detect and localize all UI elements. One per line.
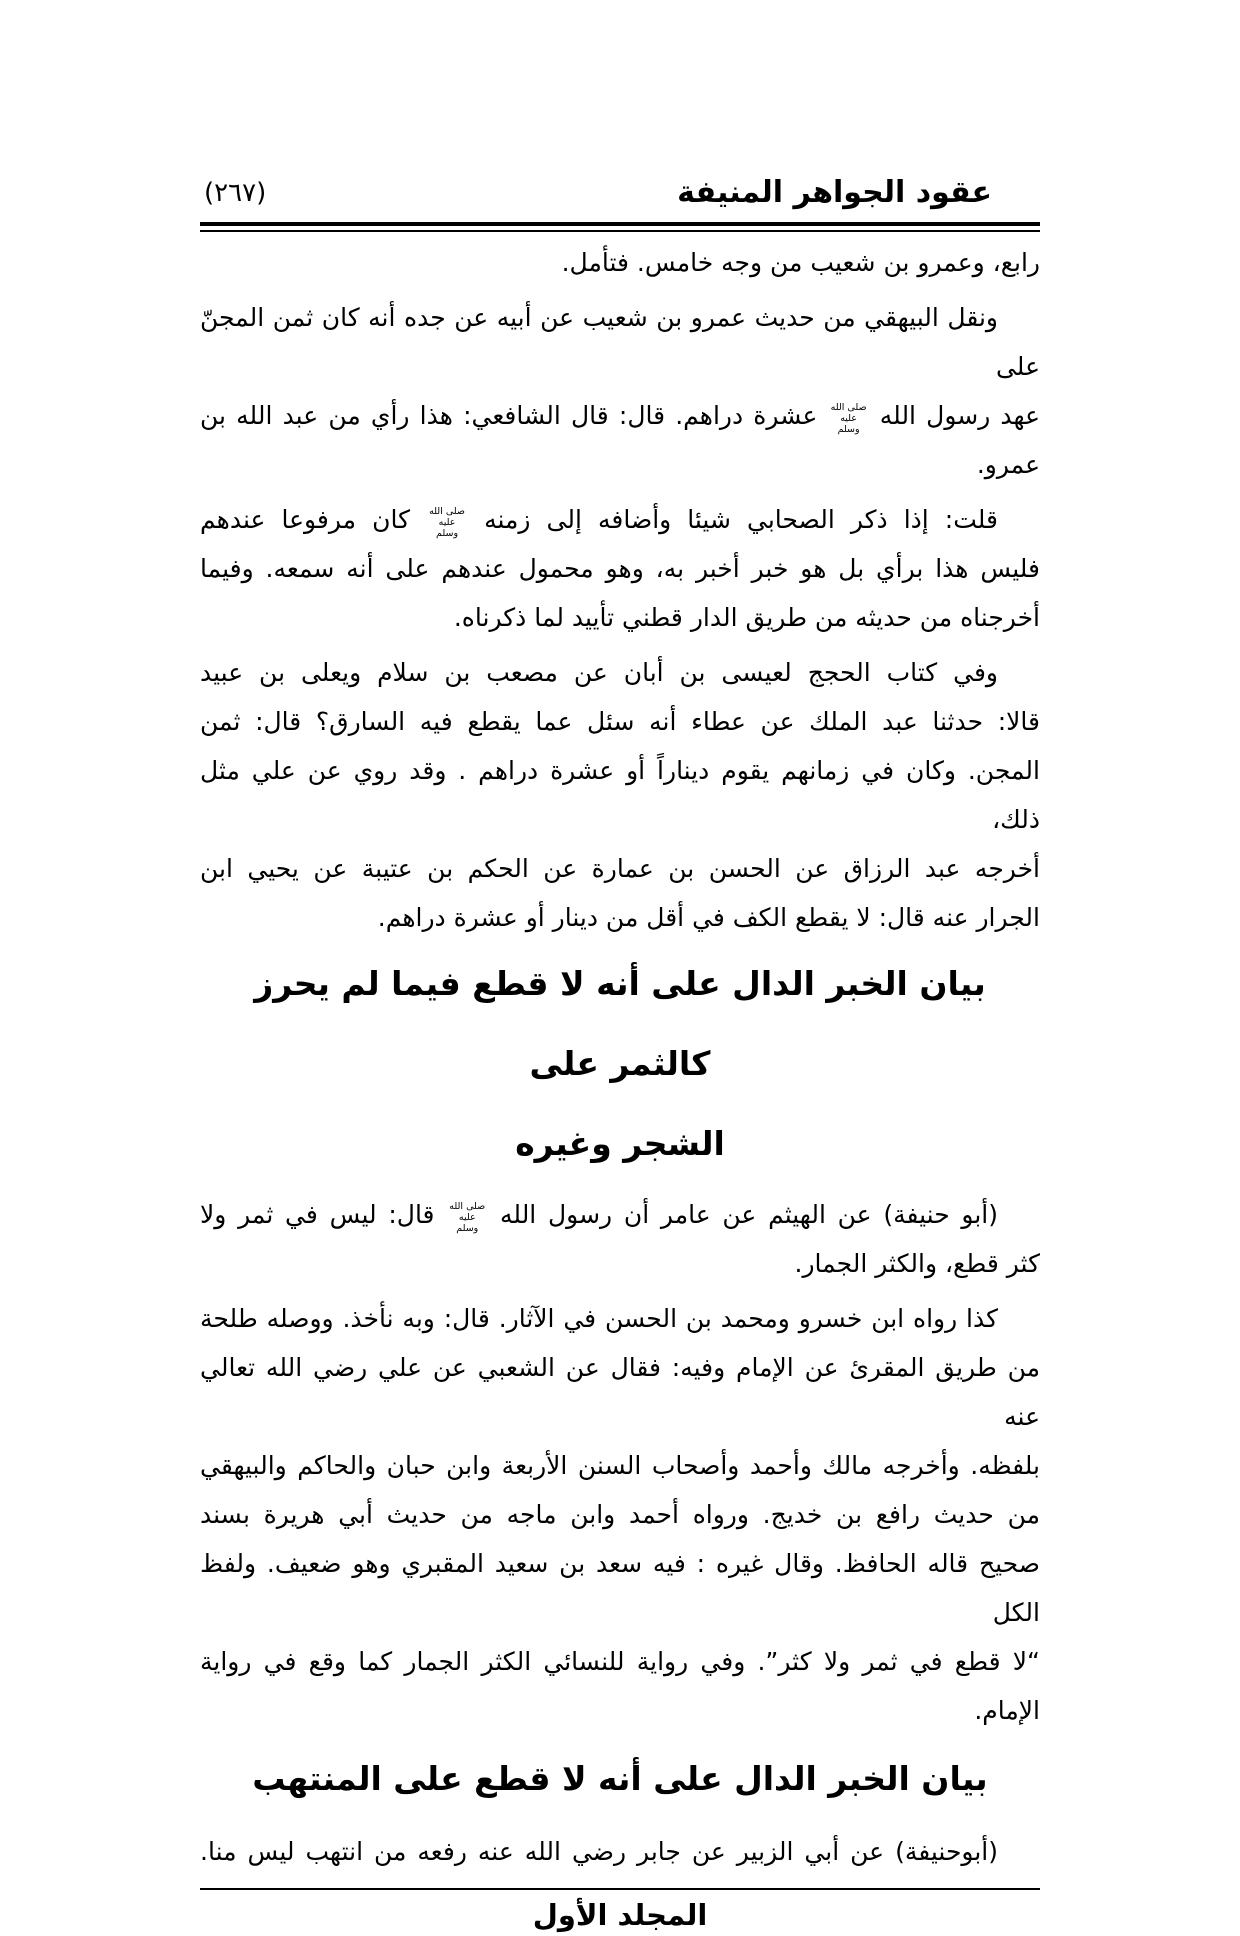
body-line: فليس هذا برأي بل هو خبر أخبر به، وهو محمول عندهم على أنه سمعه. وفيما (200, 554, 1040, 583)
body-line: صحيح قاله الحافظ. وقال غيره : فيه سعد بن سعيد المقبري وهو ضعيف. ولفظ الكل (200, 1549, 1040, 1627)
body-line: (أبوحنيفة) عن أبي الزبير عن جابر رضي الله عنه رفعه من انتهب ليس منا. (200, 1837, 998, 1866)
body-line: كذا رواه ابن خسرو ومحمد بن الحسن في الآثار. قال: وبه نأخذ. ووصله طلحة (200, 1304, 998, 1333)
body-line: رابع، وعمرو بن شعيب من وجه خامس. فتأمل. (561, 248, 1040, 277)
body-line: أخرجه عبد الرزاق عن الحسن بن عمارة عن الحكم بن عتيبة عن يحيي ابن (200, 854, 1040, 883)
page-header (200, 172, 1040, 214)
page-number: (٢٦٧) (204, 178, 267, 208)
body-line-text: عهد رسول الله (869, 401, 1040, 430)
body-line: الجرار عنه قال: لا يقطع الكف في أقل من دينار أو عشرة دراهم. (377, 903, 1040, 932)
volume-label: المجلد الأول (532, 1898, 708, 1932)
body-line: أخرجناه من حديثه من طريق الدار قطني تأييد لما ذكرناه. (453, 603, 1040, 632)
body-line-text: (أبو حنيفة) عن الهيثم عن عامر أن رسول الله (488, 1200, 999, 1229)
body-line: وفي كتاب الحجج لعيسى بن أبان عن مصعب بن سلام ويعلى بن عبيد (200, 658, 998, 687)
saw-honorific-symbol: صلى الله عليه وسلم (830, 402, 867, 435)
body-line-text: كان مرفوعا عندهم (200, 505, 427, 534)
body-line (200, 1190, 1040, 1239)
body-line (200, 391, 1040, 489)
section-heading-no-amputation-unguarded (200, 944, 1040, 1184)
body-line: “لا قطع في ثمر ولا كثر”. وفي رواية للنسائي الكثر الجمار كما وقع في رواية الإمام. (200, 1647, 1040, 1725)
section-heading-no-amputation-plunderer: بيان الخبر الدال على أنه لا قطع على المنتهب (252, 1759, 988, 1798)
body-line (200, 495, 1040, 544)
body-text (200, 238, 1040, 1876)
page-content (200, 0, 1040, 1936)
body-line: من حديث رافع بن خديج. ورواه أحمد وابن ماجه من حديث أبي هريرة بسند (200, 1500, 1040, 1529)
body-line: المجن. وكان في زمانهم يقوم ديناراً أو عشرة دراهم . وقد روي عن علي مثل ذلك، (200, 756, 1040, 834)
heading-line: الشجر وغيره (515, 1124, 725, 1163)
body-line: ونقل البيهقي من حديث عمرو بن شعيب عن أبيه عن جده أنه كان ثمن المجنّ على (200, 303, 1040, 381)
saw-honorific-symbol: صلى الله عليه وسلم (429, 506, 465, 539)
body-line: بلفظه. وأخرجه مالك وأحمد وأصحاب السنن الأربعة وابن حبان والحاكم والبيهقي (200, 1451, 1040, 1480)
header-rule (200, 222, 1040, 232)
footer-rule (200, 1888, 1040, 1890)
body-line: من طريق المقرئ عن الإمام وفيه: فقال عن الشعبي عن علي رضي الله تعالي عنه (200, 1353, 1040, 1431)
body-line-text: قال: ليس في ثمر ولا (200, 1200, 447, 1229)
body-line: قالا: حدثنا عبد الملك عن عطاء أنه سئل عما يقطع فيه السارق؟ قال: ثمن (200, 707, 1040, 736)
saw-honorific-symbol: صلى الله عليه وسلم (449, 1201, 486, 1234)
book-title: عقود الجواهر المنيفة (677, 175, 992, 210)
body-line-text: عشرة دراهم. قال: قال الشافعي: هذا رأي من عبد الله بن عمرو. (200, 401, 1040, 479)
heading-line: بيان الخبر الدال على أنه لا قطع فيما لم يحرز كالثمر على (254, 964, 986, 1083)
body-line-text: قلت: إذا ذكر الصحابي شيئا وأضافه إلى زمنه (468, 505, 998, 534)
body-line: كثر قطع، والكثر الجمار. (794, 1249, 1040, 1278)
